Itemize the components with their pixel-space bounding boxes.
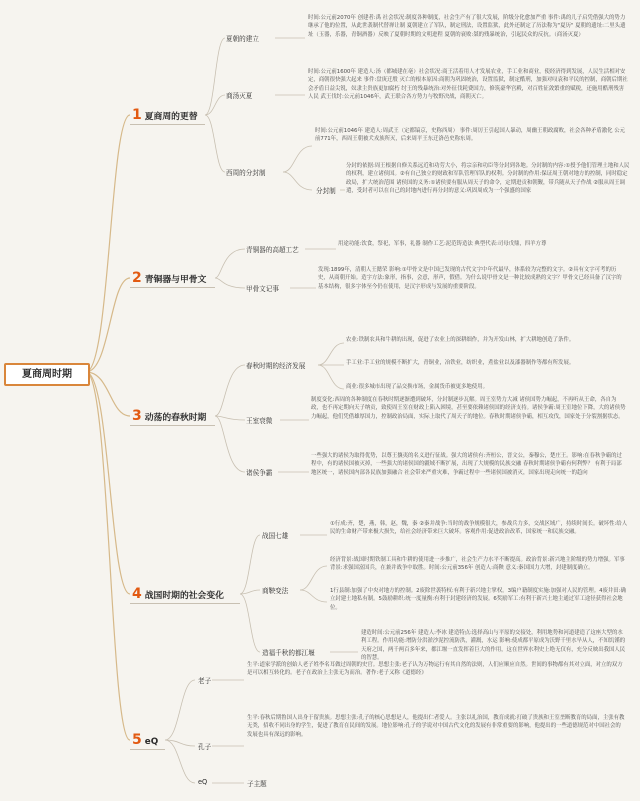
topic-fenfeng[interactable]: 分封制 [316, 187, 336, 195]
text-xizhou: 时间:公元前1046年 建造人:周武王（定都镐京，史称西周） 事件:周厉王引起国人暴动，周幽王朝政腐败，社会各种矛盾激化 公元前771年，西周王朝被犬戎族所灭，后来周平王东迁洛邑史称东周。 [315, 128, 625, 143]
root-node[interactable]: 夏商周时期 [4, 363, 90, 386]
text-kongzi: 生平:春秋后期鲁国人出身于留贵族。思想主张:孔子的核心思想是人，他提出仁者爱人。主张以礼治国，教育成就:打破了贵族和王室垄断教育的局面，主张有教无类，招收不同出身的学生，促进了教育在民间的发展。地位影响:孔子的学说对中国古代文化的发展有非常重要的影响，他提出的一些道德规范对中国社会的发展也具有深远的影响。 [247, 715, 625, 738]
text-shangyang-background: 经济背景:战国时期铁制工具和牛耕的使用进一步推广，社会生产力水平不断提高。政治背景:新兴地主阶级的势力增强。军事背景:求强国富国兵，在兼并战争中取胜。时间:公元前356年 创造人:商鞅 意义:秦国国力大增，封建制度确立。 [330, 557, 625, 572]
topic-xia[interactable]: 夏朝的建立 [226, 35, 259, 43]
topic-bronze[interactable]: 青铜器的高超工艺 [246, 246, 299, 254]
topic-dujiang[interactable]: 造福千秋的都江堰 [262, 649, 315, 657]
section-2-header[interactable]: 2 青铜器与甲骨文 [132, 270, 207, 286]
section-1-header[interactable]: 1 夏商周的更替 [132, 107, 198, 123]
topic-xizhou[interactable]: 西周的分封制 [226, 169, 266, 177]
text-shougong: 手工业:手工业的规模不断扩大，青铜业，冶铁业，纺织业，煮盐业以及漆器制作等都有所发展。 [346, 360, 575, 366]
topic-laozi[interactable]: 老子 [198, 677, 212, 685]
topic-chunqiu-econ[interactable]: 春秋时期的经济发展 [246, 362, 306, 370]
topic-qixiong[interactable]: 战国七雄 [262, 532, 289, 540]
text-xia: 时间:公元前2070年 创建者:禹 社会状况:制度各种制度，社会生产有了很大发展，阶级分化愈加严重 事件:禹的儿子启凭借强大的势力继承了他的位置，从此世袭制代替禅让制 夏朝建立了军队，制定刑法，设置监狱，此外还制定了历法称为"夏历" 夏朝的遗址:二里头遗址（玉器，乐器，青铜酒器）反映了夏朝时期的文明进程 夏朝的衰败:桀的残暴统治，引起民众的反抗。（商汤灭夏） [308, 15, 626, 38]
topic-eq[interactable]: eQ [198, 778, 208, 786]
text-shang: 时间:公元前1600年 建造人:汤（都城建在亳）社会状况:商王活着用人才发展农业，手工业和商业，使经济得到发展，人民生活相对安定，商朝很快强大起来 事件:盘庚迁殷 灭亡的根本原因:商朝为巩固统治，设置监狱，制定酷刑，加强对叹袁和平民的控制，商朝后期社会矛盾日益尖锐，奴隶主贵族更加腐朽 纣王的残暴统治:对外征伐耗费国力，修筑豪华宫殿，对百姓征敛繁重的赋税，还施用酷刑残害人民 武王伐纣:公元前1046年，武王联合各方势力与牧野决战，商朝灭亡。 [308, 69, 628, 101]
text-shangyang-content: 1行县制:加强了中央对地方的控制。2废除世袭特权:有利于新兴地主掌权。3编户籍制度实施:加强对人民的管理。4废井田:确立封建土地私有制。5鼓励耕织:统一度量衡:有利于封建经济的发展。6奖励军工:有利于新兴土地主通过军工途径获得社会地位。 [330, 588, 626, 611]
section-3-header[interactable]: 3 动荡的春秋时期 [132, 408, 207, 424]
text-zhengba: 一些强大的诸侯为取得优势，以尊王攘夷的名义进行征战。强大的诸侯有:齐桓公，晋文公，秦穆公，楚庄王。影响:在春秋争霸的过程中，有的诸侯国被灭掉，一些强大的诸侯国的疆域不断扩展，出现了大规模的民族交融 春秋时期诸侯争霸有何利弊？ 有利于局部地区统一，诸侯国内部各民族加强融合 社会带来严重灾难，争霸过程中一些诸侯国被消灭，国家出现走向统一的趋向 [311, 453, 622, 476]
text-dujiang: 建造时间:公元前256年 建造人:李冰 建造特点:选择高山与平原的交接处，利用地势和河道建造了这座大型的水利工程。作用功能:增防分洪淤沙泥控流防洪，灌溉，水运 影响:使成都平原成为沃野千里水旱从人，不知饥馑的天府之国，两千两百多年来，都江堰一直发挥着巨大的作用，这在世界水利史上绝无仅有，充分反映出我国人民的智慧。 [361, 630, 626, 662]
section-4-header[interactable]: 4 战国时期的社会变化 [132, 586, 224, 602]
topic-wangshi[interactable]: 王室衰微 [246, 417, 273, 425]
text-wangshi: 制度变化:西周的各种制度在春秋时期逐渐遭到破坏，分封制逐步瓦解。周王室势力大减 诸侯国势力崛起，不再听从王命，各自为政，也不再定期向天子纳贡，致使周王室在财政上陷入困境，甚至要依赖诸侯国的经济支持。诸侯争霸:周王室地位下降，大的诸侯势力崛起，他们凭借雄厚国力，控制政治局面，实际上取代了周天子的地位。春秋时期诸侯争霸，相互攻伐，国家处于分裂割据状态。 [311, 397, 626, 420]
text-fenfeng: 分封的依据:周王根据自修关系远近和功劳大小，将宗亲和功臣等分封到各地。分封制的内容:①授予他们管理土地和人民的权利，建立诸侯国。②有自己独立的财政和军队管理军队的权利。分封制的作用:保证周王朝对地方的控制，同时稳定政局，扩大统治范围 诸侯国的义务:①诸侯要有服从周天子的命令，定期进贡和朝觐，带兵随从天子作战 ②服从周王调遣，受封者可以在自己的封地内进行再分封的意义:巩固周成为一个强盛的国家 [346, 163, 630, 195]
topic-shangyang[interactable]: 商鞅变法 [262, 587, 289, 595]
topic-zhengba[interactable]: 诸侯争霸 [246, 469, 273, 477]
topic-shang[interactable]: 商汤灭夏 [226, 92, 253, 100]
text-shangye: 商业:很多城市出现了品交换市场，金属货币被更多地使用。 [346, 384, 488, 390]
section-5-header[interactable]: 5 eQ [132, 732, 159, 748]
connector-root-s2 [86, 278, 130, 372]
text-qixiong: ①行成:齐，楚，燕，韩，赵，魏，秦 ②秦并战争:当时的战争规模很大，参战兵力多，交战区域广，持续时间长。破坏性:给人民的生命财产带来极大损失，给社会经济带来巨大破坏。客观作用:促进政治改革，国家统一和民族交融。 [330, 521, 628, 536]
text-nongye: 农业:铁制农具和牛耕的出现，促进了农业上的深耕细作，并为开发山林，扩大耕地创造了条件。 [346, 337, 575, 343]
connector-root-s4 [86, 372, 130, 594]
text-jiagu: 发现:1899年，清朝人王懿荣 影响:①甲骨文是中国已发现的古代文字中年代最早，体系较为完整的文字。②具有文字可考的历史，从商朝开始。造字方法:象形，指事，会意，形声，假借。为什么说甲骨文是一种比较成熟的文字？甲骨文已经具备了汉字的基本结构，很多字体至今仍在使用，是汉字形成与发展的重要阶段。 [318, 267, 622, 290]
subtopic-placeholder[interactable]: 子主题 [247, 780, 267, 788]
text-laozi: 生平:道家学派的创始人老子姓李名耳做过周朝的史官。思想主张:老子认为万物运行有其自然的法则，人们应顺应自然。世间的事物都有其对立面，对立的双方是可以相互转化的。老子在政治上主张无为而治。著作:老子又称《道德经》 [247, 662, 623, 677]
topic-jiagu[interactable]: 甲骨文记事 [246, 285, 279, 293]
topic-kongzi[interactable]: 孔子 [198, 743, 212, 751]
connector-root-s5 [86, 372, 130, 740]
text-bronze: 用途功能:饮食，祭祀，军事，礼器 制作工艺:泥范铸造法 典型代表:司母戊鼎，四羊方尊 [338, 241, 547, 247]
